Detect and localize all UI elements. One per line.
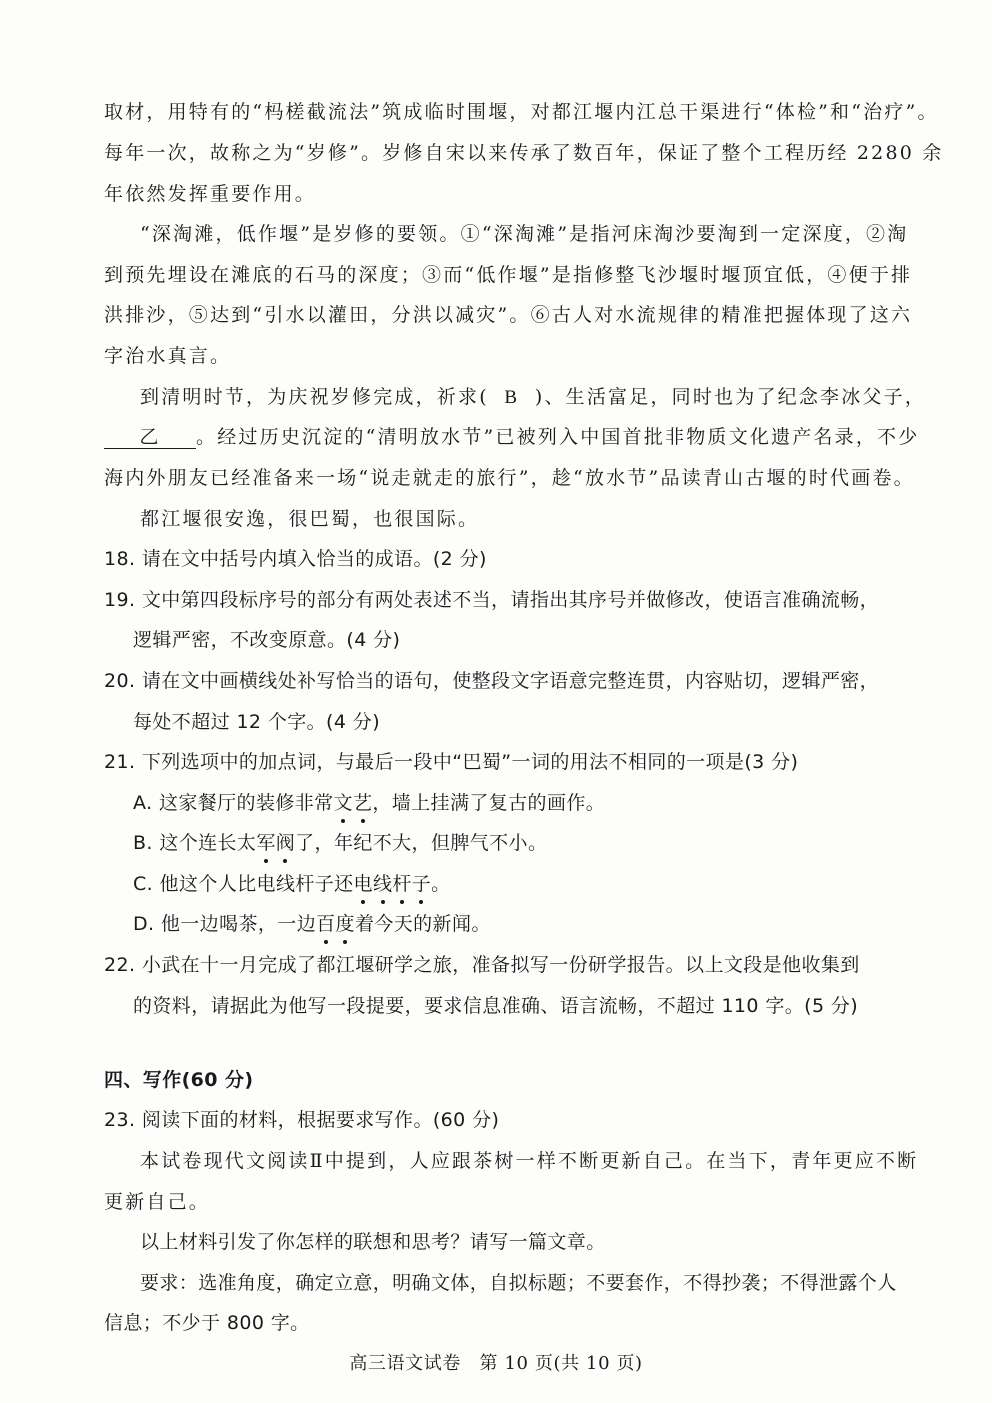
option-text: C. 他这个人比电线杆子还 (133, 873, 354, 895)
writing-requirements-cont: 信息；不少于 800 字。 (104, 1312, 310, 1334)
passage-line: 海内外朋友已经准备来一场“说走就走的旅行”，趁“放水节”品读青山古堰的时代画卷。 (104, 467, 915, 489)
passage-line: 年依然发挥重要作用。 (104, 183, 317, 205)
option-text: D. 他一边喝茶，一边 (133, 913, 317, 935)
passage-line: “深淘滩，低作堰”是岁修的要领。①“深淘滩”是指河床淘沙要淘到一定深度，②淘 (140, 223, 909, 245)
passage-line (140, 384, 926, 411)
dotted-char: 阀 (275, 832, 296, 854)
passage-text: 。经过历史沉淀的“清明放水节”已被列入中国首批非物质文化遗产名录，不少 (196, 426, 920, 448)
dotted-char: 电 (353, 873, 373, 895)
writing-prompt: 以上材料引发了你怎样的联想和思考？请写一篇文章。 (140, 1231, 606, 1253)
question-20: 20. 请在文中画横线处补写恰当的语句，使整段文字语意完整连贯，内容贴切，逻辑严密， (104, 670, 880, 692)
dotted-char: 文 (333, 792, 353, 814)
option-text: 了，年纪不大，但脾气不小。 (295, 832, 548, 854)
question-20-cont: 每处不超过 12 个字。(4 分) (133, 711, 381, 733)
option-c (133, 871, 451, 897)
question-19: 19. 文中第四段标序号的部分有两处表述不当，请指出其序号并做修改，使语言准确流畅， (104, 589, 880, 611)
dotted-char: 线 (372, 873, 393, 895)
passage-line: 洪排沙，⑤达到“引水以灌田，分洪以减灾”。⑥古人对水流规律的精准把握体现了这六 (104, 304, 913, 326)
dotted-char: 军 (256, 832, 276, 854)
question-21: 21. 下列选项中的加点词，与最后一段中“巴蜀”一词的用法不相同的一项是(3 分) (104, 751, 799, 773)
passage-line: 字治水真言。 (104, 345, 232, 367)
option-text: ，墙上挂满了复古的画作。 (372, 792, 606, 814)
passage-line (104, 424, 919, 450)
option-text: B. 这个连长太 (133, 832, 257, 854)
option-a (133, 790, 605, 816)
page-footer: 高三语文试卷 第 10 页(共 10 页) (349, 1353, 643, 1374)
passage-line: 每年一次，故称之为“岁修”。岁修自宋以来传承了数百年，保证了整个工程历经 2280 余 (104, 142, 944, 164)
handwritten-answer: B (504, 387, 520, 408)
material-line: 本试卷现代文阅读Ⅱ中提到，人应跟茶树一样不断更新自己。在当下，青年更应不断 (140, 1150, 919, 1172)
option-b (133, 830, 547, 856)
question-19-cont: 逻辑严密，不改变原意。(4 分) (133, 629, 401, 651)
passage-line: 到预先埋设在滩底的石马的深度；③而“低作堰”是指修整飞沙堰时堰顶宜低，④便于排 (104, 264, 913, 286)
dotted-char: 杆 (392, 873, 412, 895)
answer-blank: 乙 (104, 426, 196, 449)
dotted-char: 艺 (352, 792, 373, 814)
material-line: 更新自己。 (104, 1191, 211, 1213)
writing-requirements: 要求：选准角度，确定立意，明确文体，自拟标题；不要套作，不得抄袭；不得泄露个人 (140, 1272, 897, 1294)
passage-line: 都江堰很安逸，很巴蜀，也很国际。 (140, 508, 480, 530)
question-22-cont: 的资料，请据此为他写一段提要，要求信息准确、语言流畅，不超过 110 字。(5 分) (133, 995, 859, 1017)
option-text: 。 (431, 873, 451, 895)
option-text: A. 这家餐厅的装修非常 (133, 792, 334, 814)
option-text: 着今天的新闻。 (354, 913, 491, 935)
passage-line: 取材，用特有的“杩槎截流法”筑成临时围堰，对都江堰内江总干渠进行“体检”和“治疗”。 (104, 101, 939, 123)
question-18: 18. 请在文中括号内填入恰当的成语。(2 分) (104, 548, 487, 570)
question-22: 22. 小武在十一月完成了都江堰研学之旅，准备拟写一份研学报告。以上文段是他收集到 (104, 954, 860, 976)
dotted-char: 子 (411, 873, 432, 895)
question-23: 23. 阅读下面的材料，根据要求写作。(60 分) (104, 1109, 500, 1131)
passage-text: 到清明时节，为庆祝岁修完成，祈求( (140, 386, 489, 408)
dotted-char: 度 (335, 913, 355, 935)
dotted-char: 百 (316, 913, 336, 935)
option-d (133, 911, 491, 937)
section-heading: 四、写作(60 分) (104, 1069, 254, 1091)
passage-text: )、生活富足，同时也为了纪念李冰父子， (534, 386, 927, 408)
